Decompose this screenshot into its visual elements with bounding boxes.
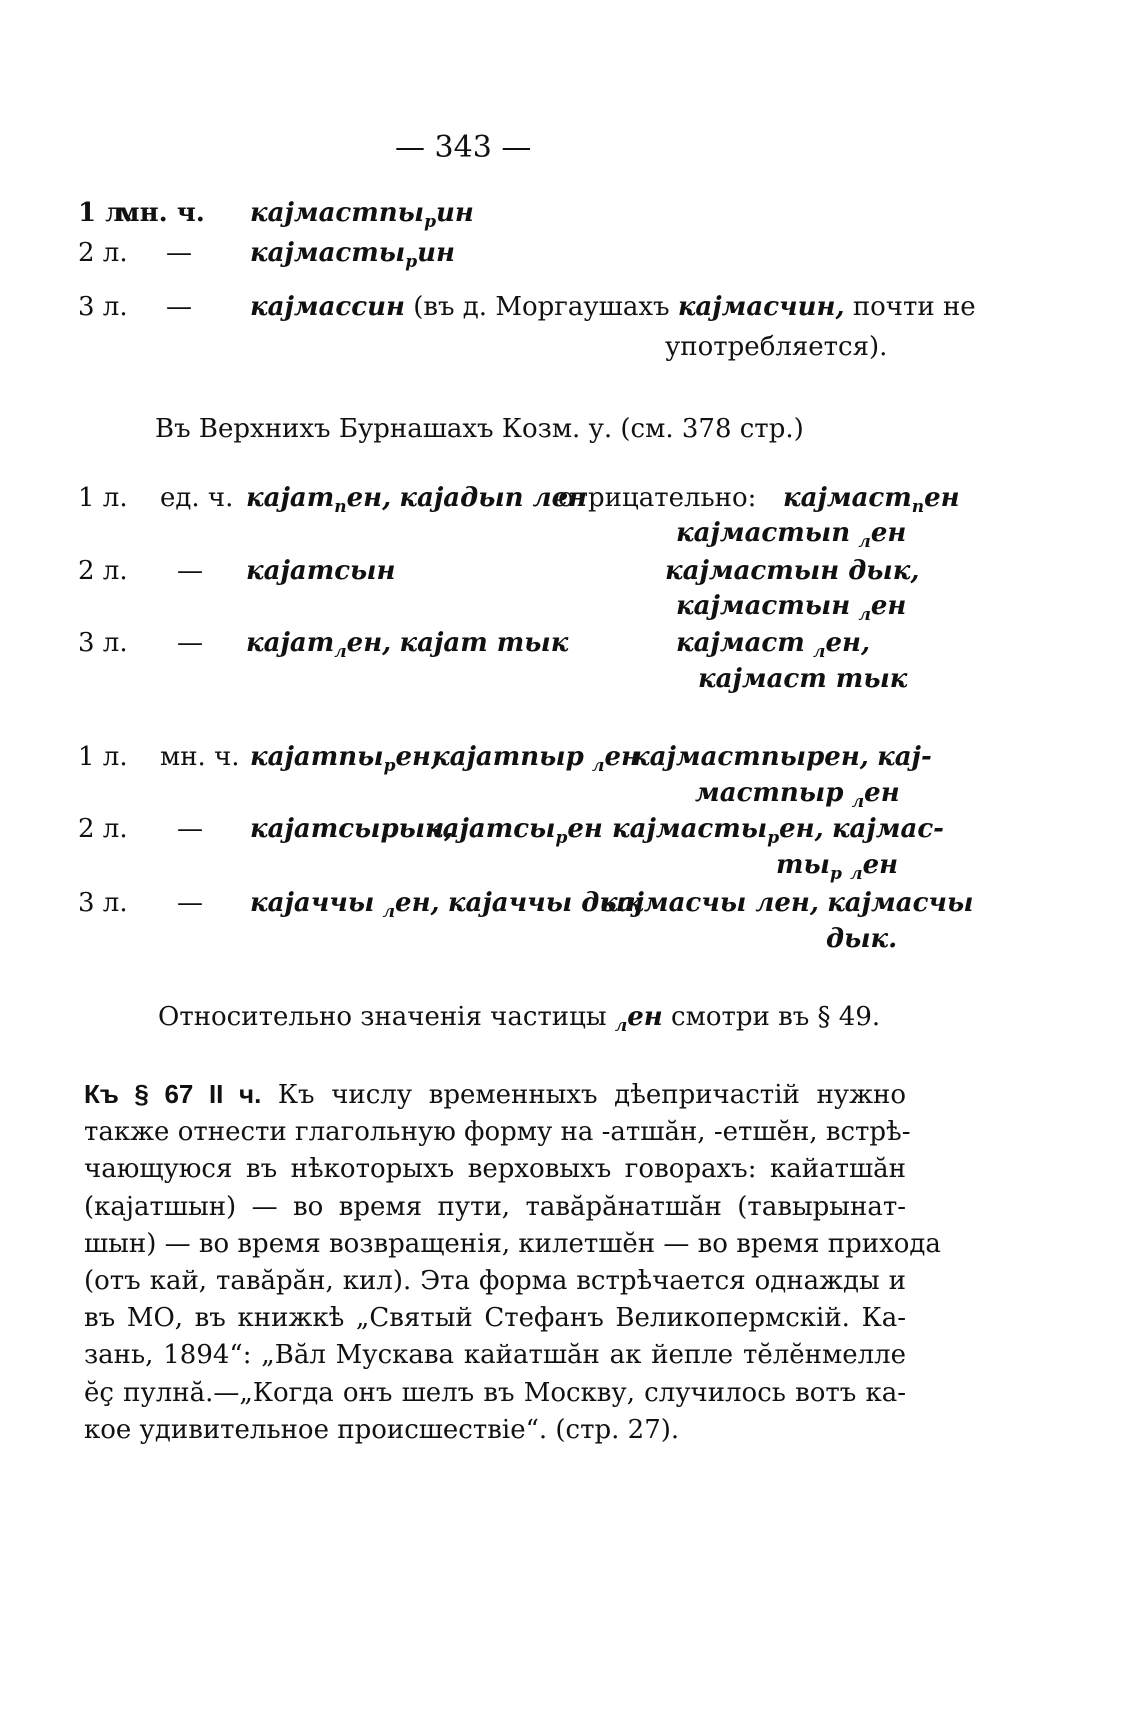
person-label: 3 л. bbox=[78, 292, 128, 322]
negative-form: мастпыр $_л$ен bbox=[695, 778, 900, 813]
text-line: (кајатшын) — во время пути, тавӑрӑнатшӑн (тавырынат- bbox=[84, 1191, 906, 1222]
verb-form: кајатсын bbox=[246, 556, 396, 586]
verb-form: кајатпыр $_л$ен bbox=[432, 742, 640, 777]
negative-form: кајмастын $_л$ен bbox=[676, 591, 907, 626]
negative-form: кајмасчы лен, кајмасчы bbox=[600, 888, 974, 918]
person-label: 2 л. bbox=[78, 238, 128, 268]
negative-label: отрицательно: bbox=[558, 483, 757, 513]
text-line: шын) — во время возвращенія, килетшӗн — во время прихода bbox=[84, 1228, 941, 1259]
person-label: 3 л. bbox=[78, 888, 128, 918]
dash: — bbox=[166, 238, 192, 268]
verb-form: кајмастпы$_р$ин bbox=[250, 198, 474, 233]
person-label: 1 л. bbox=[78, 483, 128, 513]
person-label: 3 л. bbox=[78, 628, 128, 658]
number-label: мн. ч. bbox=[117, 198, 205, 228]
negative-form: $ты_р$ $_л$ен bbox=[776, 850, 899, 885]
note-continuation: употребляется). bbox=[665, 332, 888, 362]
text-line: также отнести глагольную форму на -атшӑн, -етшӗн, встрѣ- bbox=[84, 1117, 911, 1148]
negative-form: кајмастпырен, кај- bbox=[632, 742, 932, 772]
verb-form: кајатсы$_р$ен bbox=[425, 814, 603, 849]
section-heading: Въ Верхнихъ Бурнашахъ Козм. у. (см. 378 стр.) bbox=[155, 414, 804, 444]
verb-form: кајатсырын, bbox=[250, 814, 454, 844]
text-line: чающуюся въ нѣкоторыхъ верховыхъ говорахъ: кайатшӑн bbox=[84, 1154, 906, 1185]
verb-form: кајат$_л$ен, кајат тык bbox=[246, 628, 569, 663]
paragraph-section-67 bbox=[84, 1076, 941, 1449]
dash: — bbox=[166, 292, 192, 322]
particle-note: Относительно значенія частицы $_л$ен смотри въ § 49. bbox=[158, 1002, 881, 1037]
number-label: ед. ч. bbox=[160, 483, 234, 513]
person-label: 2 л. bbox=[78, 556, 128, 586]
verb-form: кајмасты$_р$ин bbox=[250, 238, 455, 273]
number-label: мн. ч. bbox=[160, 742, 240, 772]
person-label: 2 л. bbox=[78, 814, 128, 844]
text-line: Къ § 67 II ч. Къ числу временныхъ дѣепричастій нужно bbox=[84, 1079, 906, 1110]
negative-form: кајмастып $_л$ен bbox=[676, 518, 907, 553]
text-line: зань, 1894“: „Вӑл Мускава кайатшӑн ак йепле тӗлӗнмелле bbox=[84, 1340, 906, 1371]
negative-form: дык. bbox=[826, 924, 898, 954]
person-label: 1 л. bbox=[78, 198, 133, 228]
verb-form-with-note: кајмассин (въ д. Моргаушахъ кајмасчин, почти не bbox=[250, 292, 976, 322]
dash: — bbox=[177, 628, 203, 658]
section-reference: Къ § 67 II ч. bbox=[84, 1079, 262, 1109]
text-line: (отъ кай, тавӑрӑн, кил). Эта форма встрѣчается однажды и bbox=[84, 1266, 906, 1297]
dash: — bbox=[177, 888, 203, 918]
verb-form: кајат$_п$ен, кајадып лен bbox=[246, 483, 588, 518]
dash: — bbox=[177, 556, 203, 586]
negative-form: кајмастын дык, bbox=[665, 556, 920, 586]
negative-form: кајмаст тык bbox=[698, 664, 908, 694]
verb-form: кајаччы $_л$ен, кајаччы дык bbox=[250, 888, 644, 923]
dash: — bbox=[177, 814, 203, 844]
page-number: — 343 — bbox=[395, 130, 532, 165]
text-line: ӗç пулнӑ.—„Когда онъ шелъ въ Москву, случилось вотъ ка- bbox=[84, 1377, 906, 1408]
person-label: 1 л. bbox=[78, 742, 128, 772]
negative-form: кајмаст$_п$ен bbox=[783, 483, 960, 518]
verb-form: кајатпы$_р$ен, bbox=[250, 742, 441, 777]
text-line: кое удивительное происшествіе“. (стр. 27). bbox=[84, 1414, 680, 1445]
negative-form: кајмасты$_р$ен, кајмас- bbox=[612, 814, 944, 849]
negative-form: кајмаст $_л$ен, bbox=[676, 628, 871, 663]
text-line: въ МО, въ книжкѣ „Святый Стефанъ Великопермскій. Ка- bbox=[84, 1303, 906, 1334]
